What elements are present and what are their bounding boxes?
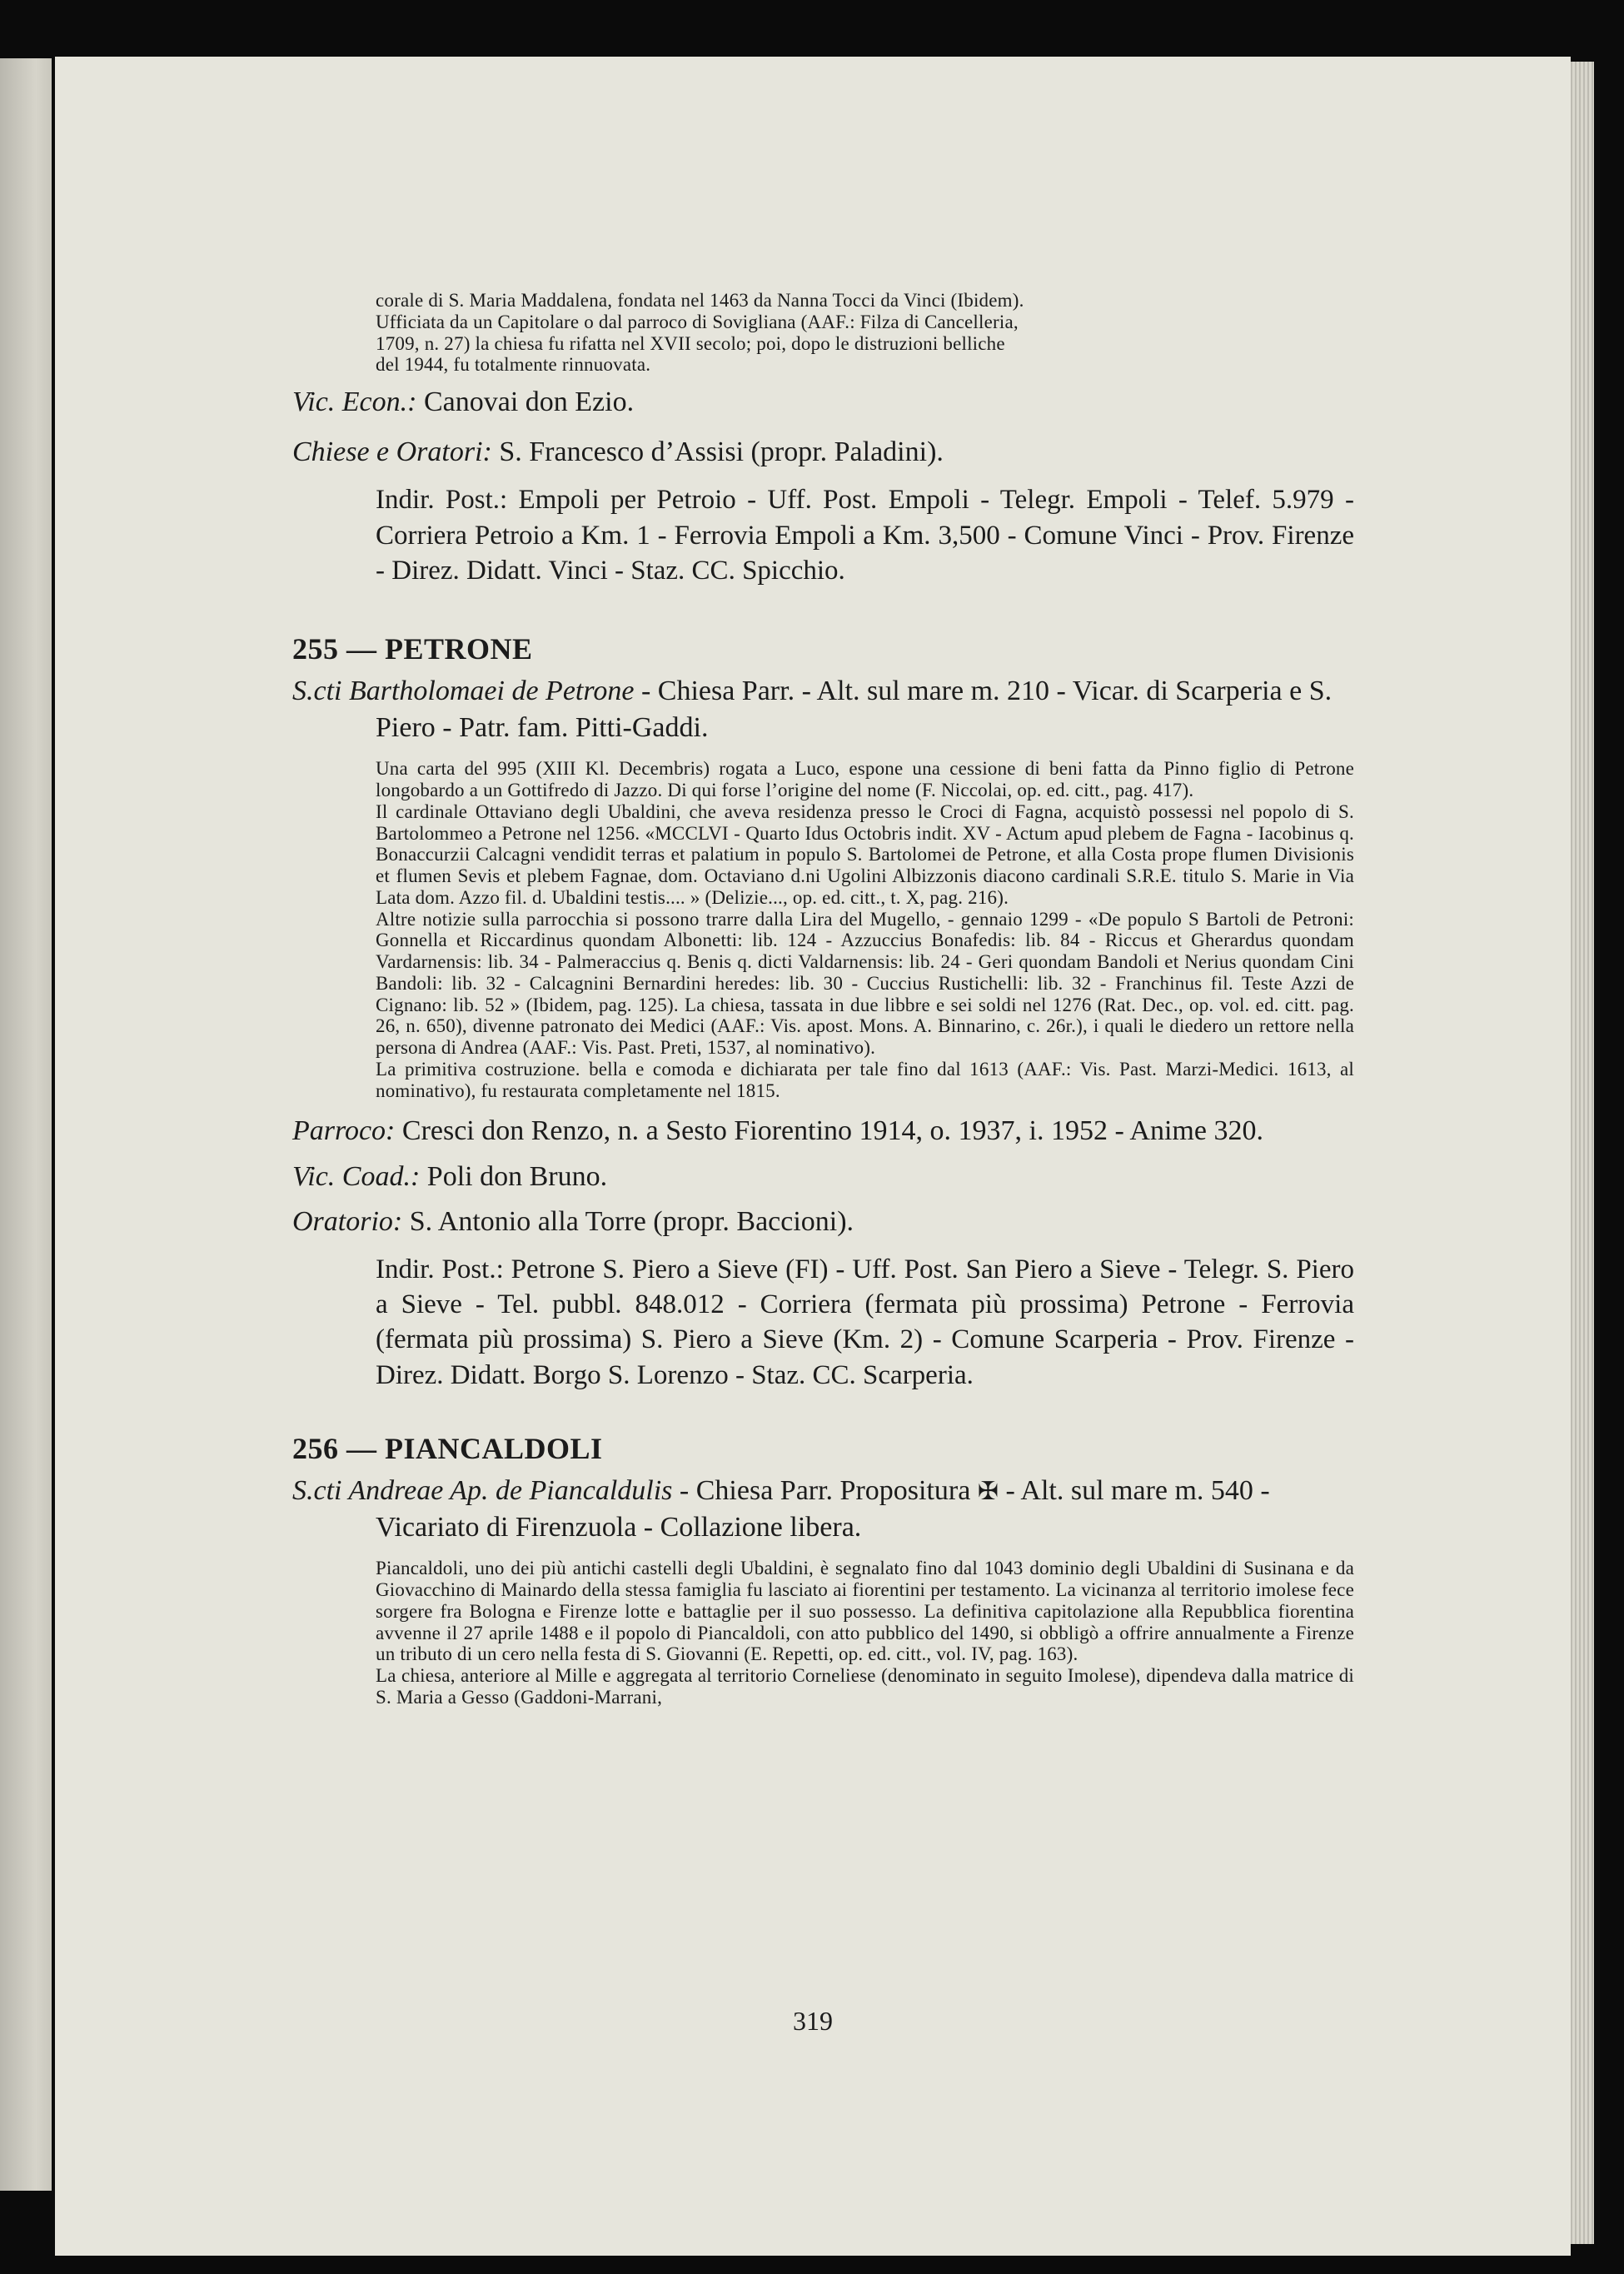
vic-econ-label: Vic. Econ.: [292,386,417,417]
entry-256-title [292,1473,1354,1546]
page-content [292,290,1354,1708]
entry-255-note-para: Altre notizie sulla parrocchia si possono trarre dalla Lira del Mugello, - gennaio 1299 - «De populo S Bartoli de Petroni: Gonnella et Riccardinus quondam Albonetti: lib. 124 - Azzuccius Bonafedis: lib. 84 - Riccus et Gherardus quondam Vardarnensis: lib. 34 - Palmeraccius q. Benis q. dicti Valdarnensis: lib. 24 - Geri quondam Bandoli et Nerius quondam Cini Bandoli: lib. 32 - Calcagnini Bernardini heredes: lib. 30 - Cuccius Rustichelli: lib. 32 - Franchinus fil. Teste Azzi de Cignano: lib. 52 » (Ibidem, pag. 125). La chiesa, tassata in due libbre e sei soldi nel 1276 (Rat. Dec., op. vol. ed. citt. pag. 26, n. 650), divenne patronato dei Medici (AAF.: Vis. apost. Mons. A. Binnarino, c. 26r.), i quali le diedero un rettore nella persona di Andrea (AAF.: Vis. Past. Preti, 1537, al nominativo). [376,908,1354,1059]
parroco-value: Cresci don Renzo, n. a Sesto Fiorentino 1914, o. 1937, i. 1952 - Anime 320. [401,1115,1263,1147]
vic-econ-value: Canovai don Ezio. [423,386,635,417]
top-note [376,290,1354,376]
entry-255-title [292,673,1354,746]
top-note-line: corale di S. Maria Maddalena, fondata nel 1463 da Nanna Tocci da Vinci (Ibidem). [376,290,1024,311]
entry-255-note-para: Una carta del 995 (XIII Kl. Decembris) rogata a Luco, espone una cessione di beni fatta da Pinno figlio di Petrone longobardo a un Gottifredo di Jazzo. Di qui forse l’origine del nome (F. Niccolai, op. ed. citt., pag. 417). [376,758,1354,801]
oratorio-label: Oratorio: [292,1205,403,1237]
oratorio-row [292,1204,1354,1240]
entry-255-note-para: La primitiva costruzione. bella e comoda e dichiarata per tale fino dal 1613 (AAF.: Vis. Past. Marzi-Medici. 1613, al nominativo), fu restaurata completamente nel 1815. [376,1058,1354,1101]
vic-coad-label: Vic. Coad.: [292,1160,421,1192]
entry-256-note [376,1558,1354,1708]
entry-256-title-text-b: - Alt. sul mare m. 540 - Vicariato di Firenzuola - Collazione libera. [376,1474,1270,1543]
top-note-line: del 1944, fu totalmente rinnuovata. [376,354,651,376]
chiese-value: S. Francesco d’Assisi (propr. Paladini). [499,436,944,468]
top-note-line: Ufficiata da un Capitolare o dal parroco di Sovigliana (AAF.: Filza di Cancelleria, [376,311,1019,332]
entry-255-title-text: - Chiesa Parr. - Alt. sul mare m. 210 - Vicar. di Scarperia e S. Piero - Patr. fam. Pitti-Gaddi. [376,676,1333,744]
facing-page-edge [0,58,52,2191]
entry-255-note-para: Il cardinale Ottaviano degli Ubaldini, che aveva residenza presso le Croci di Fagna, acquistò possessi nel popolo di S. Bartolommeo a Petrone nel 1256. «MCCLVI - Quarto Idus Octobris indit. XV - Actum apud plebem de Fagna - Iacobinus q. Bonaccurzii Calcagni vendidit terras et palatium in populo S. Bartolomei de Petrone, et alla Costa prope flumen Divisionis et flumen Sevis et plebem Fagnae, dom. Octaviano d.ni Ugolini Albizzonis diacono cardinali S.R.E. titulo S. Marie in Via Lata dom. Azzo fil. d. Ubaldini testis.... » (Delizie..., op. ed. citt., t. X, pag. 216). [376,800,1354,908]
indir-post-2: Indir. Post.: Petrone S. Piero a Sieve (FI) - Uff. Post. San Piero a Sieve - Telegr. S. Piero a Sieve - Tel. pubbl. 848.012 - Corriera (fermata più prossima) Petrone - Ferrovia (fermata più prossima) S. Piero a Sieve (Km. 2) - Comune Scarperia - Prov. Firenze - Direz. Didatt. Borgo S. Lorenzo - Staz. CC. Scarperia. [376,1254,1354,1390]
entry-256-note-para: La chiesa, anteriore al Mille e aggregata al territorio Corneliese (denominato in seguito Imolese), dipendeva dalla matrice di S. Maria a Gesso (Gaddoni-Marrani, [376,1665,1354,1708]
parroco-label: Parroco: [292,1115,396,1147]
vic-coad-row [292,1159,1354,1195]
chiese-label: Chiese e Oratori: [292,436,492,468]
oratorio-value: S. Antonio alla Torre (propr. Baccioni). [409,1205,854,1237]
entry-256-title-text-a: - Chiesa Parr. Propositura [672,1474,978,1506]
vic-econ-row [292,384,1354,421]
entry-256-heading: 256 — PIANCALDOLI [292,1431,603,1465]
parroco-row [292,1113,1354,1149]
entry-255-note [376,758,1354,1101]
indir-post-1: Indir. Post.: Empoli per Petroio - Uff. Post. Empoli - Telegr. Empoli - Telef. 5.979 - Corriera Petroio a Km. 1 - Ferrovia Empoli a Km. 3,500 - Comune Vinci - Prov. Firenze - Direz. Didatt. Vinci - Staz. CC. Spicchio. [376,485,1354,586]
entry-255-heading: 255 — PETRONE [292,632,533,666]
entry-256-note-para: Piancaldoli, uno dei più antichi castelli degli Ubaldini, è segnalato fino dal 1043 dominio degli Ubaldini di Susinana e da Giovacchino di Mainardo della stessa famiglia fu lasciato ai fiorentini per testamento. La vicinanza al territorio imolese fece sorgere fra Bologna e Firenze lotte e battaglie per il suo possesso. La definitiva capitolazione alla Repubblica fiorentina avvenne il 27 aprile 1488 e il popolo di Piancaldoli, con atto pubblico del 1490, si obbligò a offrire annualmente a Firenze un tributo di un cero nella festa di S. Giovanni (E. Repetti, op. ed. citt., vol. IV, pag. 163). [376,1558,1354,1665]
chiese-row [292,434,1354,471]
entry-255-title-label: S.cti Bartholomaei de Petrone [292,676,635,707]
page-number: 319 [793,2006,833,2036]
book-page [55,57,1571,2256]
vic-coad-value: Poli don Bruno. [426,1160,608,1192]
entry-256-title-label: S.cti Andreae Ap. de Piancaldulis [292,1474,673,1506]
top-note-line: 1709, n. 27) la chiesa fu rifatta nel XVII secolo; poi, dopo le distruzioni belliche [376,332,1005,354]
cross-icon: ✠ [977,1477,999,1505]
